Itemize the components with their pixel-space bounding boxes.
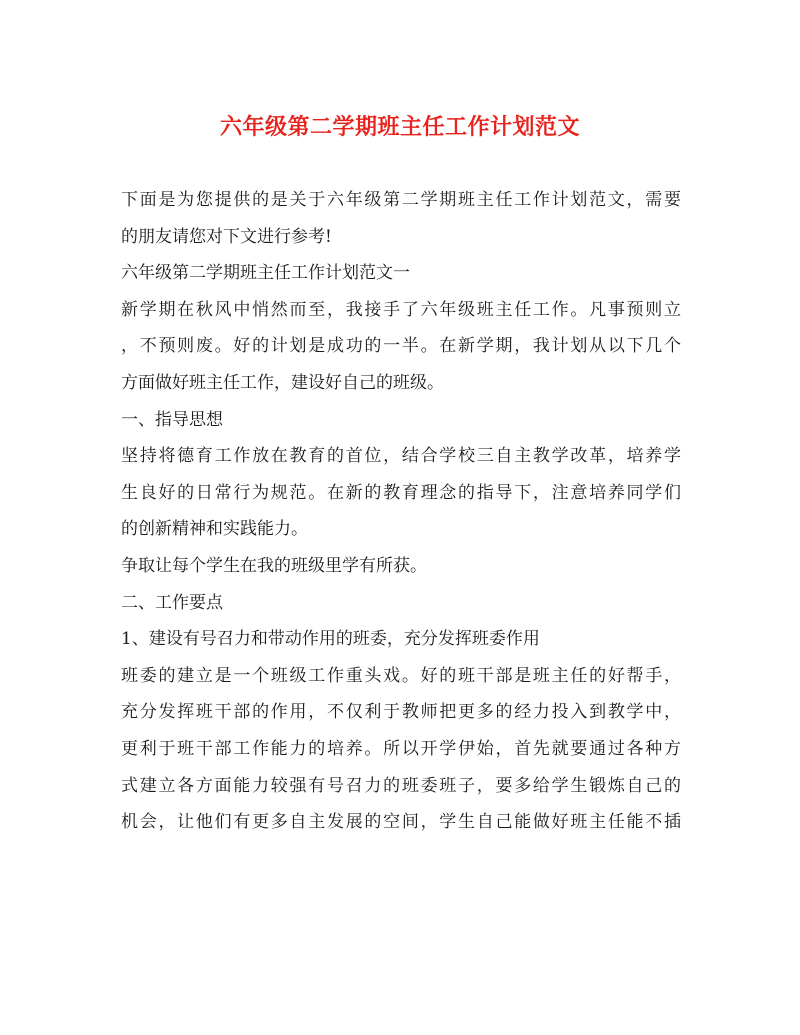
section-heading: 二、工作要点 — [121, 592, 223, 613]
paragraph-line: 的朋友请您对下文进行参考! — [121, 226, 332, 247]
paragraph-line: 坚持将德育工作放在教育的首位，结合学校三自主教学改革，培养学 — [121, 446, 681, 467]
subsection-heading: 1、建设有号召力和带动作用的班委，充分发挥班委作用 — [121, 629, 540, 650]
paragraph-line: 新学期在秋风中悄然而至，我接手了六年级班主任工作。凡事预则立 — [121, 299, 681, 320]
paragraph-line: 生良好的日常行为规范。在新的教育理念的指导下，注意培养同学们 — [121, 482, 681, 503]
paragraph-line: 方面做好班主任工作，建设好自己的班级。 — [121, 372, 444, 393]
document-title: 六年级第二学期班主任工作计划范文 — [219, 114, 580, 140]
paragraph-line: ，不预则废。好的计划是成功的一半。在新学期，我计划从以下几个 — [121, 336, 681, 357]
paragraph-line: 下面是为您提供的是关于六年级第二学期班主任工作计划范文，需要 — [121, 190, 681, 210]
section-heading: 六年级第二学期班主任工作计划范文一 — [121, 263, 410, 284]
section-heading: 一、指导思想 — [121, 409, 223, 430]
paragraph-line: 的创新精神和实践能力。 — [121, 519, 308, 540]
paragraph-line: 充分发挥班干部的作用，不仅利于教师把更多的经力投入到教学中， — [121, 702, 681, 723]
paragraph-line: 班委的建立是一个班级工作重头戏。好的班干部是班主任的好帮手， — [121, 665, 681, 686]
document-body — [121, 182, 681, 841]
paragraph-line: 机会，让他们有更多自主发展的空间，学生自己能做好班主任能不插 — [121, 812, 681, 833]
paragraph-line: 式建立各方面能力较强有号召力的班委班子，要多给学生锻炼自己的 — [121, 775, 681, 796]
paragraph-line: 更利于班干部工作能力的培养。所以开学伊始，首先就要通过各种方 — [121, 738, 681, 759]
paragraph-line: 争取让每个学生在我的班级里学有所获。 — [121, 555, 427, 576]
